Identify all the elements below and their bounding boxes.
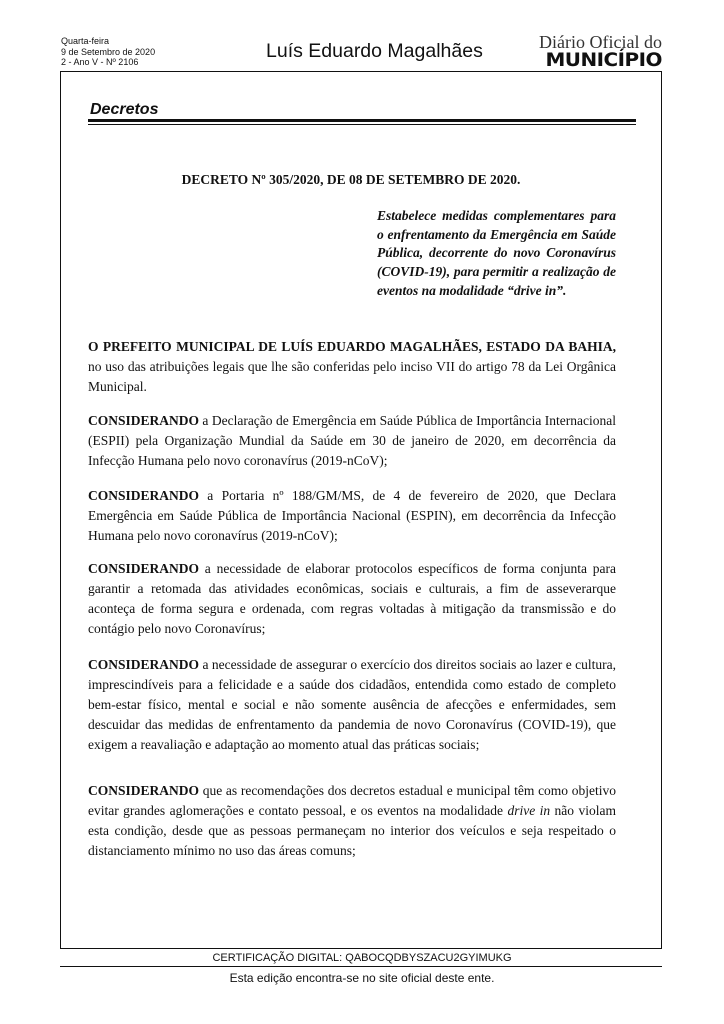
logo-top-text: Diário Oficial do: [539, 32, 662, 52]
diario-oficial-logo: [539, 33, 662, 70]
city-name: Luís Eduardo Magalhães: [266, 40, 483, 62]
considerando-paragraph-3: [88, 559, 616, 639]
preamble-paragraph: [88, 337, 616, 397]
considerando-text: a Portaria nº 188/GM/MS, de 4 de fevereiro de 2020, que Declara Emergência em Saúde Pública de Importância Nacional (ESPIN), em decorrência da Infecção Humana pelo novo coronavírus (2019-nCoV);: [88, 488, 616, 543]
edition-number: 2 - Ano V - Nº 2106: [61, 57, 139, 67]
edition-info: [61, 36, 155, 68]
considerando-text-end: não violam esta condição, desde que as pessoas permaneçam no interior dos veículos e seja respeitado o distanciamento mínimo no uso das áreas comuns;: [88, 803, 616, 858]
considerando-label: CONSIDERANDO: [88, 413, 200, 428]
edition-date: 9 de Setembro de 2020: [61, 46, 156, 57]
section-title: Decretos: [90, 101, 159, 118]
considerando-text: a Declaração de Emergência em Saúde Pública de Importância Internacional (ESPII) pela Organização Mundial da Saúde em 30 de janeiro de 2020, em decorrência da Infecção Humana pelo novo coronavírus (2019-nCoV);: [88, 413, 616, 468]
considerando-label: CONSIDERANDO: [88, 783, 200, 798]
section-rule-thin: [88, 124, 636, 125]
considerando-label: CONSIDERANDO: [88, 488, 200, 503]
considerando-text: que as recomendações dos decretos estadual e municipal têm como objetivo evitar grandes aglomerações e contato pessoal, e os eventos na modalidade: [88, 783, 616, 818]
preamble-text: no uso das atribuições legais que lhe são conferidas pelo inciso VII do artigo 78 da Lei Orgânica Municipal.: [88, 359, 616, 394]
footer-note: Esta edição encontra-se no site oficial deste ente.: [229, 971, 495, 985]
weekday: Quarta-feira: [61, 36, 110, 46]
logo-bottom-text: MUNICÍPIO: [545, 49, 662, 71]
considerando-paragraph-4: [88, 655, 616, 755]
mayor-title: O PREFEITO MUNICIPAL DE LUÍS EDUARDO MAGALHÃES, ESTADO DA BAHIA,: [88, 339, 616, 354]
digital-certification: CERTIFICAÇÃO DIGITAL: QABOCQDBYSZACU2GYIMUKG: [212, 952, 512, 964]
section-rule-thick: [88, 119, 636, 122]
considerando-label: CONSIDERANDO: [88, 561, 200, 576]
considerando-paragraph-1: [88, 411, 616, 471]
considerando-text: a necessidade de elaborar protocolos específicos de forma conjunta para garantir a retomada das atividades econômicas, sociais e culturais, a fim de asseverarque aconteça de forma segura e ordenada, com regras voltadas à mitigação da transmissão e do contágio pelo novo Coronavírus;: [88, 561, 616, 636]
considerando-paragraph-2: [88, 486, 616, 546]
decree-ementa: Estabelece medidas complementares para o enfrentamento da Emergência em Saúde Pública, decorrente do novo Coronavírus (COVID-19), para permitir a realização de eventos na modalidade “drive in”.: [377, 208, 616, 298]
decree-title: DECRETO Nº 305/2020, DE 08 DE SETEMBRO DE 2020.: [181, 172, 521, 187]
drive-in-term: drive in: [507, 803, 551, 818]
considerando-label: CONSIDERANDO: [88, 657, 200, 672]
footer-divider: [60, 966, 662, 967]
considerando-text: a necessidade de assegurar o exercício dos direitos sociais ao lazer e cultura, imprescindíveis para a felicidade e a saúde dos cidadãos, entendida como estado de completo bem-estar físico, mental e social e não somente ausência de afecções e enfermidades, sem descuidar das medidas de enfrentamento da pandemia de novo Coronavírus (COVID-19), que exigem a reavaliação e adaptação ao momento atual das práticas sociais;: [88, 657, 616, 752]
considerando-paragraph-5: [88, 781, 616, 861]
